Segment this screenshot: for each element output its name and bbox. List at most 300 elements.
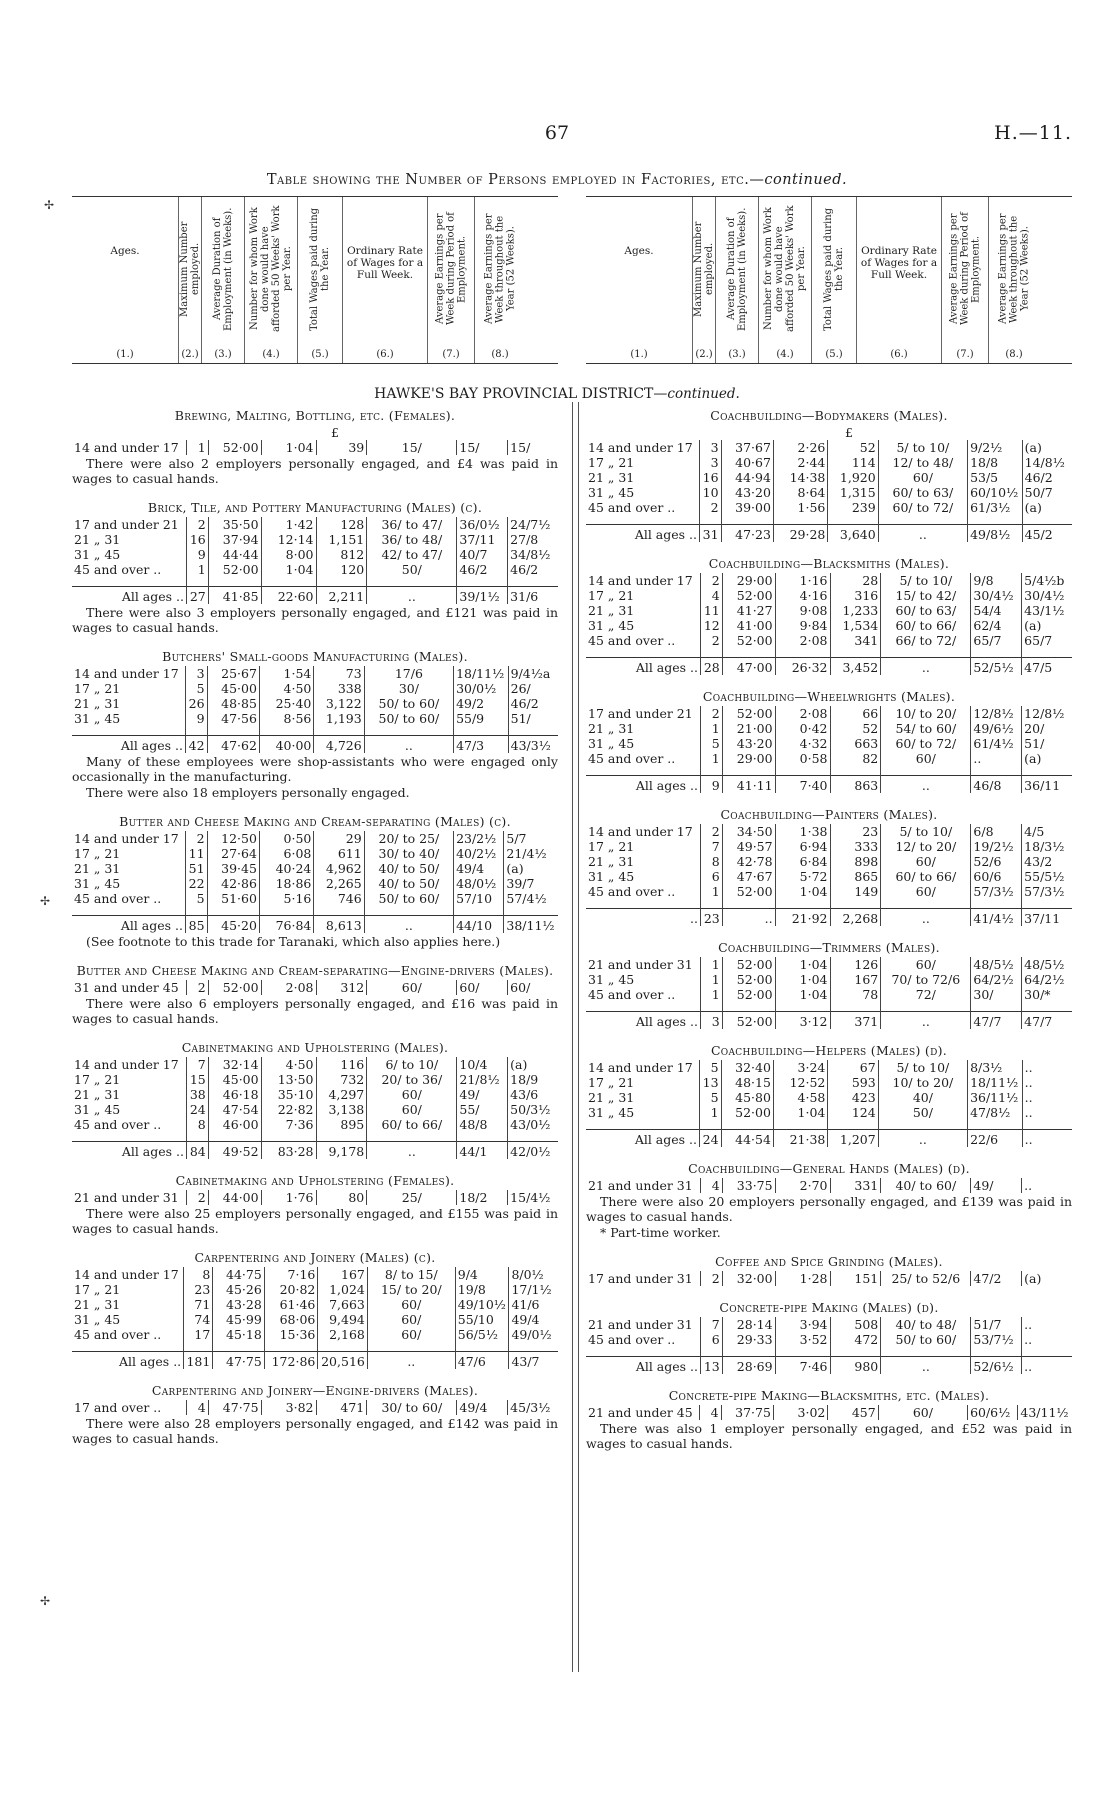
table-cell: 60/ — [367, 1327, 455, 1342]
total-cell: .. — [1022, 1130, 1072, 1148]
table-cell: 60/ — [878, 470, 967, 485]
table-cell: 46/2 — [1022, 470, 1072, 485]
table-row — [586, 824, 1072, 839]
table-cell: 30/ — [364, 681, 453, 696]
table-cell: .. — [1022, 1105, 1072, 1120]
table-cell: 42·78 — [722, 854, 775, 869]
spacer-cell — [971, 1347, 1022, 1357]
spacer-cell — [364, 726, 453, 736]
page-number: 67 — [544, 122, 570, 144]
table-cell: 60/ — [457, 980, 508, 995]
table-cell: 6·94 — [775, 839, 830, 854]
table-cell: 60/10½ — [968, 485, 1023, 500]
table-cell: 62/4 — [971, 618, 1022, 633]
data-table — [586, 1271, 1072, 1286]
table-cell: 32·00 — [722, 1271, 775, 1286]
table-cell: 47/8½ — [968, 1105, 1023, 1120]
table-cell: 28 — [830, 573, 881, 588]
total-cell: 24 — [700, 1130, 722, 1148]
table-cell: 1·04 — [773, 1105, 827, 1120]
table-cell: 331 — [830, 1178, 881, 1193]
table-cell: 51/ — [1022, 736, 1072, 751]
table-cell: 49/2 — [454, 696, 509, 711]
total-cell: 22·60 — [261, 587, 316, 605]
table-cell: 42/ to 47/ — [367, 547, 457, 562]
table-cell: 333 — [830, 839, 881, 854]
spacer-cell — [72, 906, 186, 916]
total-cell: 1,207 — [828, 1130, 878, 1148]
total-row — [72, 587, 558, 605]
spacer-cell — [72, 1132, 187, 1142]
pound-sign: £ — [331, 425, 339, 440]
table-row — [586, 751, 1072, 766]
table-cell: 3·02 — [773, 1405, 827, 1420]
table-row — [586, 839, 1072, 854]
spacer-cell — [968, 1120, 1023, 1130]
table-cell: 60/ — [367, 1102, 457, 1117]
spacer-cell — [775, 766, 830, 776]
trade-section — [586, 689, 1072, 793]
spacer-row — [586, 766, 1072, 776]
table-cell: 40·67 — [721, 455, 773, 470]
table-row — [586, 987, 1072, 1002]
table-cell: 26 — [186, 696, 208, 711]
total-cell: 47·00 — [722, 658, 775, 676]
table-cell: 64/2½ — [971, 972, 1022, 987]
table-cell: 12/ to 20/ — [881, 839, 971, 854]
table-cell: 45·00 — [208, 1072, 261, 1087]
table-cell: 1,193 — [314, 711, 364, 726]
table-cell: 746 — [314, 891, 364, 906]
spacer-row — [72, 577, 558, 587]
table-cell: 29 — [314, 831, 364, 846]
table-cell: 48/8 — [457, 1117, 508, 1132]
section-title: Carpentering and Joinery (Males) (c). — [194, 1250, 436, 1265]
spacer-cell — [207, 906, 259, 916]
spacer-cell — [72, 1342, 184, 1352]
table-cell: 2·26 — [773, 440, 827, 455]
table-cell: 3·82 — [261, 1400, 316, 1415]
table-cell: .. — [1022, 1317, 1072, 1332]
table-cell: 15/ — [508, 440, 558, 455]
data-table — [72, 440, 558, 455]
table-cell: 2,265 — [314, 876, 364, 891]
table-cell: 2·08 — [261, 980, 316, 995]
table-cell: 4·16 — [775, 588, 830, 603]
total-cell: All ages .. — [72, 736, 186, 754]
spacer-cell — [971, 1002, 1022, 1012]
total-cell: 47/7 — [1022, 1012, 1072, 1030]
table-cell: 5/ to 10/ — [881, 824, 971, 839]
spacer-cell — [1022, 899, 1072, 909]
table-row — [72, 831, 558, 846]
table-cell: 21 and under 31 — [588, 1317, 693, 1332]
table-cell: 43·20 — [721, 485, 773, 500]
spacer-cell — [213, 1342, 265, 1352]
table-cell: 52 — [830, 721, 881, 736]
table-cell: 17 and over .. — [74, 1400, 162, 1415]
table-cell: 60/ to 66/ — [881, 618, 971, 633]
table-cell: 60/ — [878, 1405, 967, 1420]
table-cell: 52 — [828, 440, 878, 455]
table-cell: 21·00 — [722, 721, 775, 736]
table-cell: 45/3½ — [508, 1400, 558, 1415]
table-cell: 21 „ 31 — [74, 1087, 121, 1102]
table-cell: 47·75 — [208, 1400, 261, 1415]
table-row — [72, 532, 558, 547]
table-cell: 46/2 — [457, 562, 508, 577]
table-cell: 45 and over .. — [74, 1327, 162, 1342]
trade-section — [586, 1388, 1072, 1451]
table-cell: 38 — [187, 1087, 209, 1102]
total-cell: 2,211 — [316, 587, 367, 605]
table-cell: 17 „ 21 — [74, 1282, 121, 1297]
table-cell: 70/ to 72/6 — [881, 972, 971, 987]
table-cell: 65/7 — [971, 633, 1022, 648]
data-table — [586, 1317, 1072, 1374]
table-cell: 21 „ 31 — [588, 603, 635, 618]
total-cell: 2,268 — [830, 909, 881, 927]
data-table — [72, 980, 558, 995]
spacer-cell — [184, 1342, 213, 1352]
table-cell: 52·00 — [722, 706, 775, 721]
spacer-cell — [1022, 648, 1072, 658]
table-cell: 30/ to 40/ — [364, 846, 453, 861]
table-cell: 43/2 — [1022, 854, 1072, 869]
table-cell: 60/ — [881, 884, 971, 899]
table-cell: 1·56 — [773, 500, 827, 515]
table-cell: 338 — [314, 681, 364, 696]
total-cell: 44/10 — [454, 916, 504, 934]
table-row — [586, 1317, 1072, 1332]
table-cell: 16 — [187, 532, 209, 547]
spacer-cell — [186, 906, 208, 916]
spacer-row — [586, 1120, 1072, 1130]
table-cell: 30/ to 60/ — [367, 1400, 457, 1415]
table-cell: 14 and under 17 — [588, 573, 693, 588]
table-cell: (a) — [1022, 440, 1072, 455]
table-row — [72, 861, 558, 876]
section-title: Coachbuilding—Trimmers (Males). — [718, 940, 940, 955]
table-row — [586, 721, 1072, 736]
table-cell: 49/6½ — [971, 721, 1022, 736]
table-cell: .. — [1022, 1332, 1072, 1347]
table-cell: 10/ to 20/ — [878, 1075, 967, 1090]
table-cell: 37·94 — [208, 532, 261, 547]
table-cell: 7,663 — [318, 1297, 368, 1312]
table-cell: 40/ to 48/ — [881, 1317, 971, 1332]
total-cell: All ages .. — [72, 1142, 187, 1160]
table-cell: 48·15 — [721, 1075, 773, 1090]
total-cell: 181 — [184, 1352, 213, 1370]
total-cell: .. — [881, 1357, 971, 1375]
total-row — [72, 916, 558, 934]
spacer-cell — [701, 1347, 723, 1357]
table-row — [586, 972, 1072, 987]
table-cell: 35·10 — [261, 1087, 316, 1102]
table-cell: 17 „ 21 — [74, 846, 121, 861]
table-cell: 60/ — [881, 854, 971, 869]
table-row — [586, 485, 1072, 500]
spacer-cell — [1022, 515, 1072, 525]
table-cell: 5 — [701, 736, 723, 751]
spacer-cell — [1022, 1347, 1072, 1357]
table-cell: 30/0½ — [454, 681, 509, 696]
table-cell: 114 — [828, 455, 878, 470]
table-cell: 1,315 — [828, 485, 878, 500]
table-cell: 41·27 — [722, 603, 775, 618]
table-cell: 12·50 — [207, 831, 259, 846]
table-cell: 49·57 — [722, 839, 775, 854]
table-row — [586, 618, 1072, 633]
footnote: * Part-time worker. — [600, 1225, 721, 1240]
total-cell: 31/6 — [508, 587, 558, 605]
table-cell: 312 — [316, 980, 367, 995]
section-title: Butchers' Small-goods Manufacturing (Males). — [162, 649, 468, 664]
total-cell: 47·75 — [213, 1352, 265, 1370]
total-cell: 44·54 — [721, 1130, 773, 1148]
total-cell: 84 — [187, 1142, 209, 1160]
table-cell: 21 „ 31 — [74, 1297, 121, 1312]
table-cell: 3 — [700, 440, 722, 455]
table-cell: 31 and under 45 — [74, 980, 179, 995]
trade-section — [586, 408, 1072, 542]
spacer-row — [586, 899, 1072, 909]
table-cell: 46·18 — [208, 1087, 261, 1102]
footnote: There were also 3 employers personally engaged, and £121 was paid in wages to casual hands. — [72, 605, 558, 635]
total-cell: 44/1 — [457, 1142, 508, 1160]
total-cell: 8,613 — [314, 916, 364, 934]
table-cell: 25/ to 52/6 — [881, 1271, 971, 1286]
table-cell: 7·16 — [264, 1267, 318, 1282]
table-cell: 48/0½ — [454, 876, 504, 891]
table-cell: 3·52 — [775, 1332, 830, 1347]
table-cell: 3,122 — [314, 696, 364, 711]
spacer-cell — [828, 515, 878, 525]
table-cell: 50/ to 60/ — [881, 1332, 971, 1347]
table-cell: 60/ — [881, 751, 971, 766]
table-cell: 14 and under 17 — [74, 831, 179, 846]
spacer-cell — [971, 766, 1022, 776]
total-cell: .. — [878, 525, 967, 543]
table-cell: 24/7½ — [508, 517, 558, 532]
trade-section — [72, 649, 558, 800]
table-cell: 15/4½ — [508, 1190, 558, 1205]
total-cell: 13 — [701, 1357, 723, 1375]
spacer-cell — [318, 1342, 368, 1352]
spacer-cell — [586, 1347, 701, 1357]
column-divider — [572, 402, 579, 1672]
spacer-cell — [722, 648, 775, 658]
table-cell: 5 — [700, 1060, 722, 1075]
spacer-cell — [828, 1120, 878, 1130]
table-cell: 25·40 — [259, 696, 313, 711]
table-cell: 6 — [701, 869, 723, 884]
total-cell: 28·69 — [722, 1357, 775, 1375]
table-row — [72, 1327, 558, 1342]
total-row — [586, 776, 1072, 794]
total-cell: 29·28 — [773, 525, 827, 543]
table-cell: 36/11½ — [968, 1090, 1023, 1105]
table-cell: 74 — [184, 1312, 213, 1327]
table-cell: 9 — [187, 547, 209, 562]
footnote: There were also 28 employers personally engaged, and £142 was paid in wages to casual hands. — [72, 1416, 558, 1446]
spacer-cell — [701, 648, 723, 658]
total-row — [586, 658, 1072, 676]
table-cell: 1 — [701, 884, 723, 899]
footnote: There were also 6 employers personally engaged, and £16 was paid in wages to casual hands. — [72, 996, 558, 1026]
table-cell: 17 „ 21 — [588, 1075, 635, 1090]
table-cell: 1·16 — [775, 573, 830, 588]
spacer-cell — [208, 1132, 261, 1142]
spacer-cell — [264, 1342, 318, 1352]
table-cell: 9/4½a — [508, 666, 558, 681]
table-cell: 19/2½ — [971, 839, 1022, 854]
table-cell: 31 „ 45 — [588, 972, 635, 987]
total-cell: 7·40 — [775, 776, 830, 794]
table-cell: 35·50 — [208, 517, 261, 532]
table-cell: 18/3½ — [1022, 839, 1072, 854]
table-cell: 45 and over .. — [588, 987, 676, 1002]
table-cell: 6·08 — [259, 846, 313, 861]
table-cell: 5/4½b — [1022, 573, 1072, 588]
table-row — [72, 1072, 558, 1087]
total-cell: All ages .. — [586, 1357, 701, 1375]
table-cell: 18/2 — [457, 1190, 508, 1205]
table-cell: 21/4½ — [504, 846, 558, 861]
table-cell: 611 — [314, 846, 364, 861]
total-cell: 42 — [186, 736, 208, 754]
table-cell: 43·20 — [722, 736, 775, 751]
total-cell: 9,178 — [316, 1142, 367, 1160]
table-cell: 593 — [828, 1075, 878, 1090]
table-cell: 12/8½ — [971, 706, 1022, 721]
section-title: Butter and Cheese Making and Cream-separating (Males) (c). — [119, 814, 511, 829]
table-cell: 68·06 — [264, 1312, 318, 1327]
table-row — [72, 1267, 558, 1282]
table-cell: 10/ to 20/ — [881, 706, 971, 721]
table-row — [72, 517, 558, 532]
table-cell: 3,138 — [316, 1102, 367, 1117]
data-table — [586, 440, 1072, 542]
spacer-cell — [509, 1342, 558, 1352]
table-cell: 52·00 — [722, 588, 775, 603]
spacer-cell — [586, 766, 701, 776]
margin-mark: ✢ — [40, 894, 51, 908]
table-row — [72, 846, 558, 861]
spacer-cell — [367, 577, 457, 587]
spacer-cell — [701, 766, 723, 776]
trade-section — [72, 1250, 558, 1369]
table-cell: 9 — [186, 711, 208, 726]
table-cell: 61/3½ — [968, 500, 1023, 515]
table-cell: 55/5½ — [1022, 869, 1072, 884]
table-cell: 812 — [316, 547, 367, 562]
table-cell: 39/7 — [504, 876, 558, 891]
table-cell: 663 — [830, 736, 881, 751]
table-cell: 1 — [701, 987, 723, 1002]
section-title: Coachbuilding—Bodymakers (Males). — [710, 408, 948, 423]
table-cell: 40/ to 60/ — [881, 1178, 971, 1193]
table-cell: 42·86 — [207, 876, 259, 891]
spacer-cell — [775, 648, 830, 658]
table-row — [72, 980, 558, 995]
total-cell: All ages .. — [586, 1130, 700, 1148]
table-cell: 44·00 — [208, 1190, 261, 1205]
total-cell: 28 — [701, 658, 723, 676]
table-cell: 1·04 — [775, 884, 830, 899]
table-cell: 14 and under 17 — [74, 1267, 179, 1282]
table-cell: 31 „ 45 — [588, 485, 635, 500]
trade-section — [72, 500, 558, 635]
total-row — [586, 1357, 1072, 1375]
trade-section — [586, 556, 1072, 675]
table-cell: 31 „ 45 — [74, 711, 121, 726]
total-cell: .. — [881, 658, 971, 676]
data-table — [586, 1178, 1072, 1193]
table-cell: 48/5½ — [971, 957, 1022, 972]
table-cell: 1,024 — [318, 1282, 368, 1297]
table-cell: 128 — [316, 517, 367, 532]
table-cell: 3·24 — [773, 1060, 827, 1075]
table-cell: 1·76 — [261, 1190, 316, 1205]
total-cell: 37/11 — [1022, 909, 1072, 927]
table-cell: 1 — [700, 1105, 722, 1120]
total-row — [586, 909, 1072, 927]
table-row — [72, 1312, 558, 1327]
total-cell: 49/8½ — [968, 525, 1023, 543]
table-cell: 54/ to 60/ — [881, 721, 971, 736]
table-cell: 17 „ 21 — [588, 455, 635, 470]
section-title: Coachbuilding—Blacksmiths (Males). — [708, 556, 950, 571]
spacer-cell — [971, 899, 1022, 909]
total-cell: 41/4½ — [971, 909, 1022, 927]
table-cell: 57/3½ — [1022, 884, 1072, 899]
table-cell: 39 — [316, 440, 367, 455]
spacer-cell — [878, 515, 967, 525]
table-cell: 52/6 — [971, 854, 1022, 869]
table-row — [586, 1178, 1072, 1193]
table-row — [586, 736, 1072, 751]
spacer-cell — [1022, 1120, 1072, 1130]
table-cell: 40/ to 50/ — [364, 876, 453, 891]
total-cell: .. — [367, 1142, 457, 1160]
spacer-cell — [701, 899, 723, 909]
table-cell: 3·94 — [775, 1317, 830, 1332]
table-row — [72, 1057, 558, 1072]
table-cell: 45 and over .. — [588, 751, 676, 766]
table-cell: 7·36 — [261, 1117, 316, 1132]
table-cell: 47·56 — [207, 711, 259, 726]
table-cell: 31 „ 45 — [74, 876, 121, 891]
data-table — [72, 1400, 558, 1415]
spacer-cell — [186, 726, 208, 736]
table-cell: 2 — [187, 1190, 209, 1205]
table-cell: 5·72 — [775, 869, 830, 884]
table-cell: 11 — [701, 603, 723, 618]
total-cell: All ages .. — [72, 587, 187, 605]
total-cell: .. — [881, 776, 971, 794]
table-cell: 2 — [701, 706, 723, 721]
trade-section — [72, 408, 558, 486]
table-row — [586, 588, 1072, 603]
total-row — [586, 525, 1072, 543]
table-row — [72, 1190, 558, 1205]
table-cell: 9/4 — [455, 1267, 509, 1282]
table-cell: (a) — [1022, 751, 1072, 766]
table-cell: 1 — [701, 957, 723, 972]
spacer-row — [72, 1132, 558, 1142]
